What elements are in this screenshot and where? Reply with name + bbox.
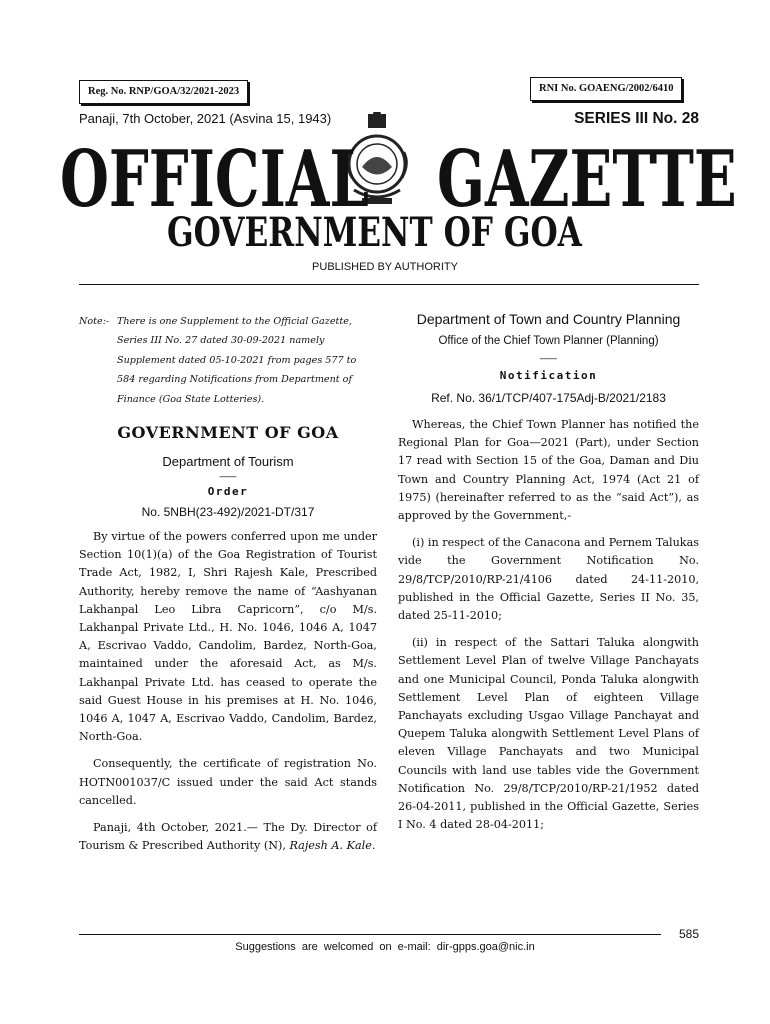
notification-paragraph: (ii) in respect of the Sattari Taluka alongwith Settlement Level Plan of twelve Village Panchayats and one Municipal Council, Ponda Taluka alongwith Settlement Level Plan of eighteen Village Panchayats excluding Usgao Village Panchayat and Quepem Taluka alongwith Settlement Level Plans of eleven Village Panchayats and two Municipal Councils with land use tables vide the Government Notification No. 29/8/TCP/2010/RP-21/1952 dated 26-04-2011, published in the Official Gazette, Series I No. 4 dated 28-04-2011; [398,636,699,832]
signatory-name: Rajesh A. Kale. [289,839,376,853]
suggestions-email-line: Suggestions are welcomed on e-mail: dir-gpps.goa@nic.in [235,941,535,953]
note-line: Supplement dated 05-10-2021 from pages 577 to [117,354,357,366]
registration-number: Reg. No. RNP/GOA/32/2021-2023 [88,86,240,97]
section-separator: ___ [219,467,237,479]
signature-text: Panaji, 4th October, 2021.— The Dy. Director of Tourism & Prescribed Authority (N), [79,821,377,853]
government-heading: GOVERNMENT OF GOA [117,423,339,443]
left-column [79,312,377,855]
order-number: No. 5NBH(23-492)/2021-DT/317 [141,505,315,520]
footer-rule [79,934,661,935]
series-number: SERIES III No. 28 [574,110,699,127]
department-town-planning: Department of Town and Country Planning [416,311,681,327]
note-label: Note:- [79,316,110,327]
masthead-government-of-goa: GOVERNMENT OF GOA [167,209,582,256]
issue-date-line: Panaji, 7th October, 2021 (Asvina 15, 1943) [79,111,332,126]
rni-number: RNI No. GOAENG/2002/6410 [539,83,674,94]
right-column [398,311,699,834]
order-paragraph: By virtue of the powers conferred upon me under Section 10(1)(a) of the Goa Registration of Tourist Trade Act, 1982, I, Shri Rajesh Kale, Prescribed Authority, hereby remove the name of “Aashyanan Lakhanpal Leo Libra Capricorn”, c/o M/s. Lakhanpal Private Ltd., H. No. 1046, 1046 A, 1047 A, Escrivao Vaddo, Candolim, Bardez, North-Goa, maintained under the aforesaid Act, as M/s. Lakhanpal Private Ltd. has ceased to operate the said Guest House in his premises at H. No. 1046, 1046 A, 1047 A, Escrivao Vaddo, Candolim, Bardez, North-Goa. [79,530,377,744]
note-line: There is one Supplement to the Official Gazette, [117,316,352,327]
header-rule [79,284,699,285]
supplement-note [79,312,377,409]
office-name: Office of the Chief Town Planner (Planning) [438,335,659,347]
note-line: Series III No. 27 dated 30-09-2021 namely [117,335,325,347]
notification-label: Notification [499,369,598,382]
order-label: Order [207,485,249,499]
rni-number-box [530,77,682,101]
masthead-gazette: GAZETTE [437,134,737,225]
notification-paragraph: (i) in respect of the Canacona and Pernem Talukas vide the Government Notification No. 29/8/TCP/2010/RP-21/4106 dated 24-11-2010, published in the Official Gazette, Series II No. 35, dated 25-11-2010; [398,536,699,623]
order-paragraph: Consequently, the certificate of registration No. HOTN001037/C issued under the said Act stands cancelled. [79,757,377,807]
masthead-official: OFFICIAL [60,134,369,225]
notification-paragraph: Whereas, the Chief Town Planner has notified the Regional Plan for Goa—2021 (Part), under Section 17 read with Section 15 of the Goa, Daman and Diu Town and Country Planning Act, 1974 (Act 21 of 1975) (hereinafter referred to as the “said Act”), as approved by the Government,- [398,418,699,523]
note-line: 584 regarding Notifications from Department of [117,374,353,386]
department-tourism: Department of Tourism [162,454,294,470]
note-line: Finance (Goa State Lotteries). [117,393,265,405]
page-number: 585 [678,927,699,941]
registration-number-box [79,80,248,104]
section-separator: ___ [540,349,557,360]
reference-number: Ref. No. 36/1/TCP/407-175Adj-B/2021/2183 [431,391,666,405]
published-by-authority: PUBLISHED BY AUTHORITY [312,261,458,273]
order-signature-paragraph [79,819,377,855]
